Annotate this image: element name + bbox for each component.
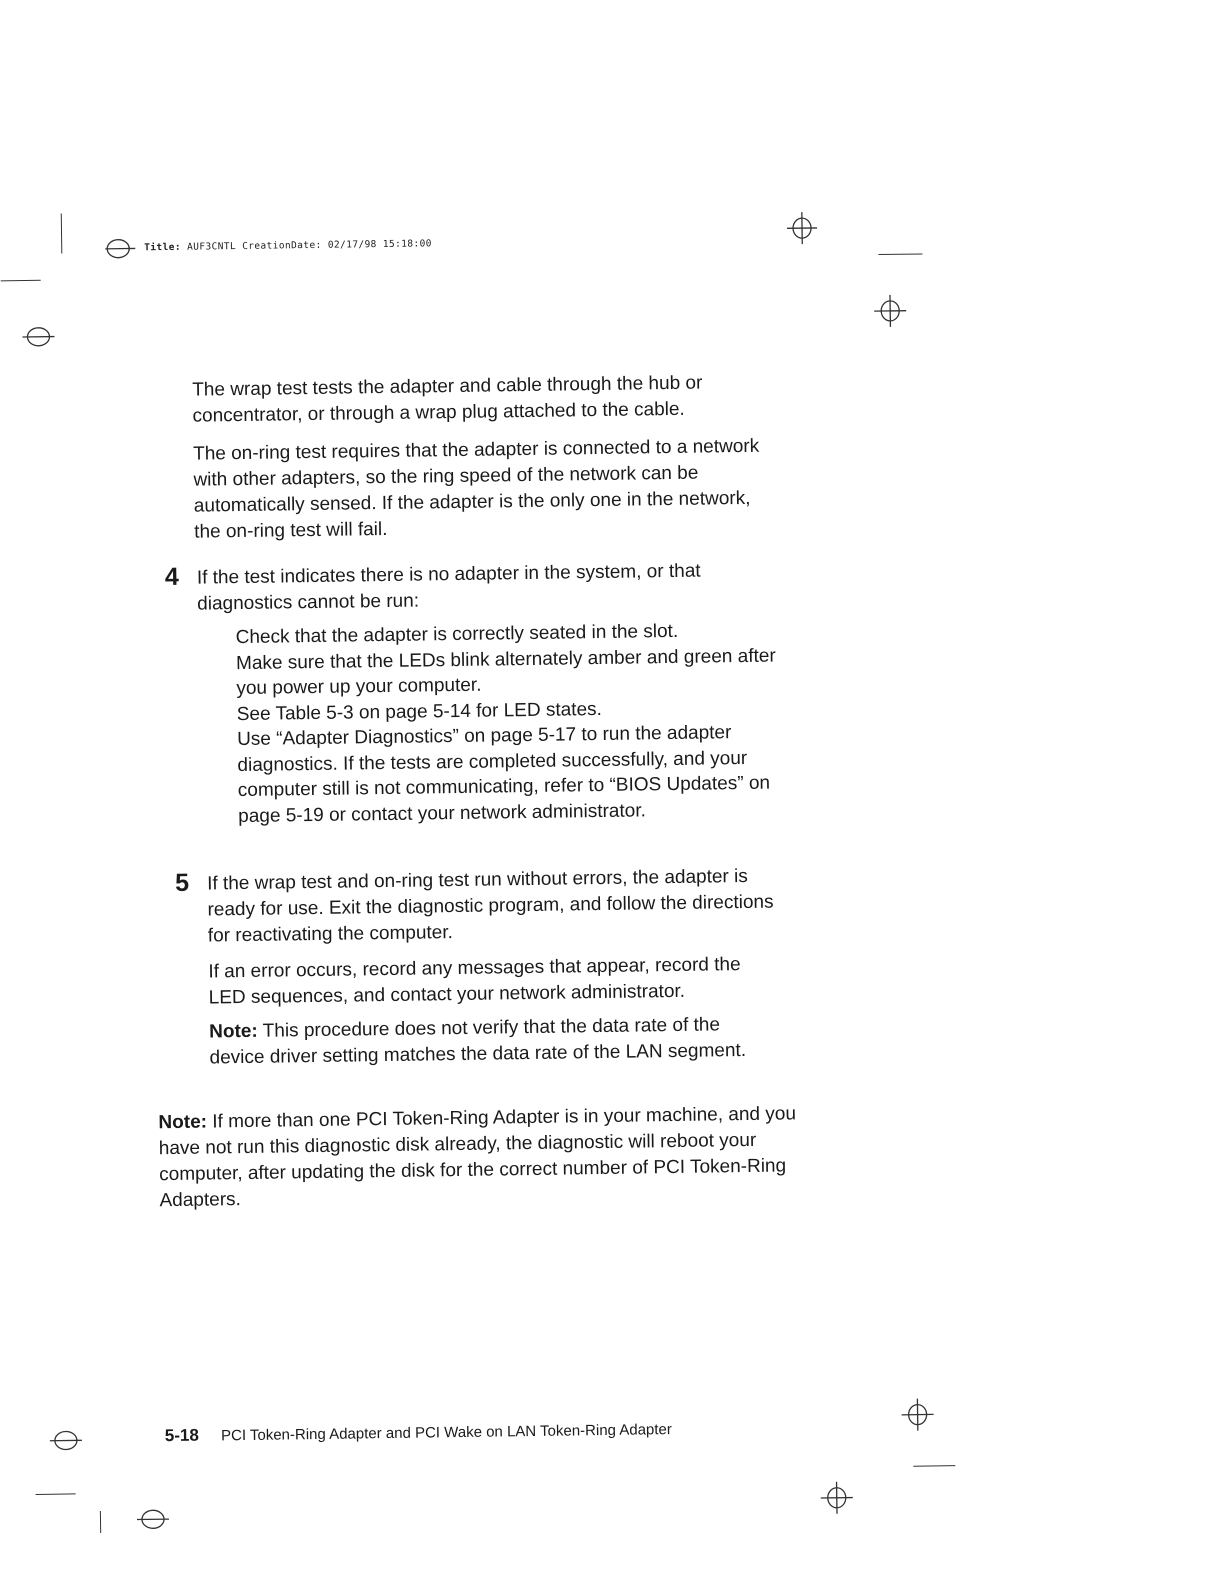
note-text: If more than one PCI Token-Ring Adapter is in your machine, and you have not run this diagnostic disk already, the diagnostic will reboot your computer, after updating the disk for the correct number of PCI Token-Ring Adapters. xyxy=(159,1103,796,1211)
step-4-checklist xyxy=(236,618,779,830)
crop-mark xyxy=(1,280,41,282)
creation-header xyxy=(144,238,432,253)
registration-mark-icon xyxy=(820,1481,854,1515)
registration-mark-icon xyxy=(49,1427,83,1453)
step-text: If the test indicates there is no adapter in the system, or that diagnostics cannot be run: xyxy=(197,558,758,618)
header-title-value: AUF3CNTL CreationDate: 02/17/98 15:18:00 xyxy=(187,238,432,252)
list-item: Make sure that the LEDs blink alternately amber and green after you power up your computer. xyxy=(236,643,777,702)
registration-mark-icon xyxy=(136,1506,170,1532)
registration-mark-icon xyxy=(21,324,55,350)
list-item: Use “Adapter Diagnostics” on page 5-17 to run the adapter diagnostics. If the tests are completed successfully, and your computer still is not communicating, refer to “BIOS Updates” on page 5-19 or contact your network administrator. xyxy=(237,720,778,830)
page-number: 5-18 xyxy=(165,1426,199,1445)
list-item: See Table 5-3 on page 5-14 for LED states. xyxy=(237,694,777,727)
registration-mark-icon xyxy=(900,1397,934,1431)
error-paragraph: If an error occurs, record any messages that appear, record the LED sequences, and contact your network administrator. xyxy=(208,952,779,1012)
onring-test-paragraph: The on-ring test requires that the adapter is connected to a network with other adapters, so the ring speed of the network can be automatically sensed. If the adapter is the only one in the network, the on-ring test will fail. xyxy=(193,434,774,546)
step-number: 5 xyxy=(175,870,189,896)
final-note xyxy=(158,1101,799,1214)
note-label: Note: xyxy=(158,1112,207,1134)
registration-mark-icon xyxy=(104,236,136,260)
step-number: 4 xyxy=(165,564,179,590)
registration-mark-icon xyxy=(786,211,818,245)
page-footer xyxy=(165,1419,672,1446)
registration-mark-icon xyxy=(873,294,907,328)
note-text: This procedure does not verify that the data rate of the device driver setting matches the data rate of the LAN segment. xyxy=(209,1014,746,1068)
step-5-note xyxy=(209,1012,780,1072)
note-label: Note: xyxy=(209,1021,258,1043)
step-text: If the wrap test and on-ring test run without errors, the adapter is ready for use. Exit the diagnostic program, and follow the directions for reactivating the computer. xyxy=(207,864,778,950)
crop-mark xyxy=(100,1511,101,1533)
header-title-label: Title: xyxy=(144,242,181,254)
crop-mark xyxy=(878,253,922,255)
crop-mark xyxy=(36,1493,76,1495)
wrap-test-paragraph: The wrap test tests the adapter and cable through the hub or concentrator, or through a wrap plug attached to the cable. xyxy=(192,370,773,430)
running-title: PCI Token-Ring Adapter and PCI Wake on LAN Token-Ring Adapter xyxy=(221,1421,672,1444)
list-item: Check that the adapter is correctly seated in the slot. xyxy=(236,618,776,651)
crop-mark xyxy=(61,213,63,253)
crop-mark xyxy=(913,1465,955,1467)
